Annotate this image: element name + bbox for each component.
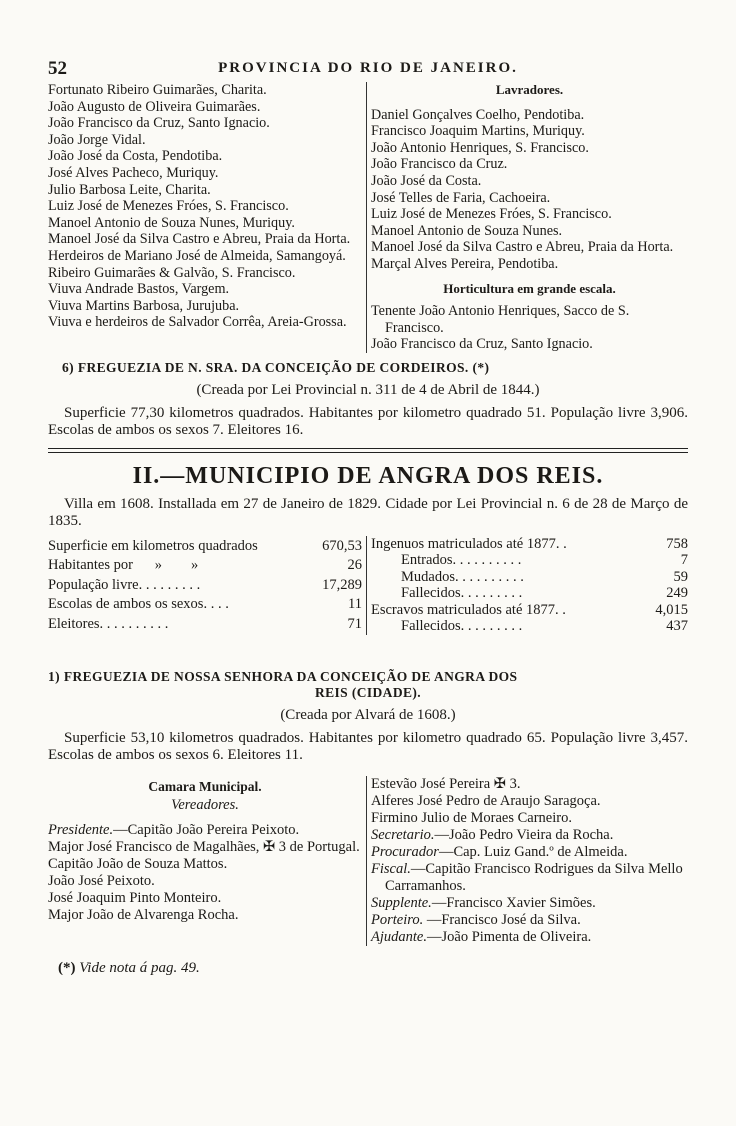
stat-row <box>371 618 688 635</box>
footnote-text: Vide nota á pag. 49. <box>75 959 200 976</box>
official-role: Porteiro. <box>371 911 424 928</box>
stat-label: Entrados. . . . . . . . . . <box>401 552 522 569</box>
page-header <box>48 58 688 80</box>
vereadores-column <box>48 776 366 946</box>
stat-row <box>371 552 688 569</box>
list-item: Fortunato Ribeiro Guimarães, Charita. <box>48 82 267 98</box>
stat-label: Fallecidos. . . . . . . . . <box>401 585 523 602</box>
list-item: Luiz José de Menezes Fróes, S. Francisco. <box>48 198 289 215</box>
official-name: —João Pedro Vieira da Rocha. <box>434 826 614 843</box>
list-item: Luiz José de Menezes Fróes, S. Francisco. <box>371 206 612 223</box>
vereadores-subheading: Vereadores. <box>171 796 239 813</box>
official-role: Secretario. <box>371 826 435 843</box>
stat-row <box>48 538 362 555</box>
president-role: Presidente. <box>48 821 114 838</box>
stats-right-column <box>366 536 688 635</box>
stat-label: Escravos matriculados até 1877. . <box>371 601 566 618</box>
official-entry <box>371 929 688 946</box>
list-item: Manoel José da Silva Castro e Abreu, Praia da Horta. <box>48 231 351 248</box>
stat-row <box>48 577 362 594</box>
list-item: Capitão João de Souza Mattos. <box>48 855 228 872</box>
stat-row <box>48 557 362 574</box>
list-item: João José da Costa, Pendotiba. <box>48 148 223 165</box>
official-name: —Francisco Xavier Simões. <box>431 894 596 911</box>
list-item: Ribeiro Guimarães & Galvão, S. Francisco. <box>48 264 296 281</box>
municipio-stats <box>48 536 688 635</box>
list-item: Manoel Antonio de Souza Nunes. <box>371 222 563 239</box>
list-item: Francisco Joaquim Martins, Muriquy. <box>371 123 585 140</box>
stat-row <box>371 536 688 553</box>
list-item: João Antonio Henriques, S. Francisco. <box>371 139 589 156</box>
stat-value: 249 <box>666 585 688 602</box>
double-rule-divider <box>48 448 688 453</box>
official-entry <box>371 827 688 844</box>
list-item: João Francisco da Cruz, Santo Ignacio. <box>48 115 270 132</box>
list-item: Viuva Martins Barbosa, Jurujuba. <box>48 297 240 314</box>
niteroi-lists <box>48 82 688 353</box>
stats-left-column <box>48 536 366 635</box>
official-name: —João Pimenta de Oliveira. <box>426 928 592 945</box>
camara-heading: Camara Municipal. <box>148 778 262 794</box>
official-entry <box>371 861 688 895</box>
section-1-creation: (Creada por Alvará de 1608.) <box>280 706 456 723</box>
president-entry <box>48 822 362 839</box>
stat-value: 758 <box>666 535 688 552</box>
list-item: Daniel Gonçalves Coelho, Pendotiba. <box>371 106 585 123</box>
stat-value: 17,289 <box>322 576 362 593</box>
section-1-title <box>48 669 688 701</box>
official-entry <box>371 844 688 861</box>
stat-row <box>371 569 688 586</box>
official-name: —Cap. Luiz Gand.º de Almeida. <box>438 843 628 860</box>
camara-lists <box>48 776 688 946</box>
lavradores-column <box>366 82 688 353</box>
list-item: José Joaquim Pinto Monteiro. <box>48 889 222 906</box>
document-page <box>48 58 688 977</box>
section-6-creation: (Creada por Lei Provincial n. 311 de 4 de Abril de 1844.) <box>196 381 540 398</box>
stat-label: Eleitores. . . . . . . . . . <box>48 615 169 632</box>
stat-label: Superficie em kilometros quadrados <box>48 537 258 554</box>
list-item: José Telles de Faria, Cachoeira. <box>371 189 551 206</box>
list-item: Estevão José Pereira ✠ 3. <box>371 775 521 792</box>
stat-value: 670,53 <box>322 537 362 554</box>
stat-value: 11 <box>348 596 362 613</box>
footnote <box>48 960 688 977</box>
stat-row <box>371 602 688 619</box>
list-item: Major José Francisco de Magalhães, ✠ 3 de Portugal. <box>48 838 360 855</box>
list-item: Viuva Andrade Bastos, Vargem. <box>48 281 230 298</box>
list-item: Major João de Alvarenga Rocha. <box>48 906 239 923</box>
proprietors-column <box>48 82 366 353</box>
officials-column <box>366 776 688 946</box>
list-item: Firmino Julio de Moraes Carneiro. <box>371 809 572 826</box>
stat-value: 26 <box>347 557 362 574</box>
president-name: —Capitão João Pereira Peixoto. <box>113 821 300 838</box>
list-item: Marçal Alves Pereira, Pendotiba. <box>371 255 559 272</box>
list-item: Alferes José Pedro de Araujo Saragoça. <box>371 792 601 809</box>
section-1-title-line2: REIS (CIDADE). <box>314 684 422 700</box>
list-item: João José Peixoto. <box>48 872 155 889</box>
stat-label: Fallecidos. . . . . . . . . <box>401 618 523 635</box>
stat-label: Mudados. . . . . . . . . . <box>401 568 524 585</box>
stat-row <box>371 585 688 602</box>
list-item: Julio Barbosa Leite, Charita. <box>48 181 211 198</box>
list-item: José Alves Pacheco, Muriquy. <box>48 164 219 181</box>
section-1-title-line1: 1) FREGUEZIA DE NOSSA SENHORA DA CONCEIÇÃO DE ANGRA DOS <box>48 668 518 684</box>
stat-value: 7 <box>680 552 688 569</box>
list-item: João Jorge Vidal. <box>48 131 146 148</box>
stat-value: 437 <box>666 618 688 635</box>
horticultura-heading: Horticultura em grande escala. <box>443 280 616 296</box>
official-name: —Capitão Francisco Rodrigues da Silva Mello Carramanhos. <box>385 860 683 894</box>
section-6-title: 6) FREGUEZIA DE N. SRA. DA CONCEIÇÃO DE CORDEIROS. (*) <box>62 359 490 375</box>
running-title: PROVINCIA DO RIO DE JANEIRO. <box>218 60 518 76</box>
official-role: Fiscal. <box>371 860 411 877</box>
municipio-title: II.—MUNICIPIO DE ANGRA DOS REIS. <box>132 462 604 489</box>
stat-row <box>48 596 362 613</box>
stat-value: 59 <box>673 568 688 585</box>
official-role: Procurador <box>371 843 439 860</box>
list-item: Manoel Antonio de Souza Nunes, Muriquy. <box>48 214 295 231</box>
section-6-text: Superficie 77,30 kilometros quadrados. Habitantes por kilometro quadrado 51. População livre 3,906. Escolas de ambos os sexos 7. Eleitores 16. <box>48 404 688 438</box>
list-item: Viuva e herdeiros de Salvador Corrêa, Areia-Grossa. <box>48 314 347 331</box>
list-item: João Augusto de Oliveira Guimarães. <box>48 98 261 115</box>
stat-label: População livre. . . . . . . . . <box>48 576 201 593</box>
list-item: João José da Costa. <box>371 172 482 189</box>
stat-label: Ingenuos matriculados até 1877. . <box>371 535 567 552</box>
official-role: Ajudante. <box>371 928 427 945</box>
list-item: Herdeiros de Mariano José de Almeida, Samangoyá. <box>48 247 346 264</box>
stat-label: Habitantes por » » <box>48 557 199 574</box>
list-item: Tenente João Antonio Henriques, Sacco de S. Francisco. <box>371 303 630 336</box>
official-entry <box>371 912 688 929</box>
official-name: —Francisco José da Silva. <box>423 911 581 928</box>
stat-value: 4,015 <box>655 601 688 618</box>
page-number: 52 <box>48 58 67 79</box>
municipio-intro: Villa em 1608. Installada em 27 de Janeiro de 1829. Cidade por Lei Provincial n. 6 de 28 de Março de 1835. <box>48 495 688 529</box>
list-item: Manoel José da Silva Castro e Abreu, Praia da Horta. <box>371 239 674 256</box>
stat-row <box>48 616 362 633</box>
official-entry <box>371 895 688 912</box>
section-1-text: Superficie 53,10 kilometros quadrados. Habitantes por kilometro quadrado 65. População livre 3,457. Escolas de ambos os sexos 6. Eleitores 11. <box>48 729 688 763</box>
stat-label: Escolas de ambos os sexos. . . . <box>48 596 229 613</box>
official-role: Supplente. <box>371 894 432 911</box>
stat-value: 71 <box>347 615 362 632</box>
footnote-mark: (*) <box>58 959 76 976</box>
lavradores-heading: Lavradores. <box>495 82 564 97</box>
list-item: João Francisco da Cruz. <box>371 156 508 173</box>
list-item: João Francisco da Cruz, Santo Ignacio. <box>371 336 593 353</box>
